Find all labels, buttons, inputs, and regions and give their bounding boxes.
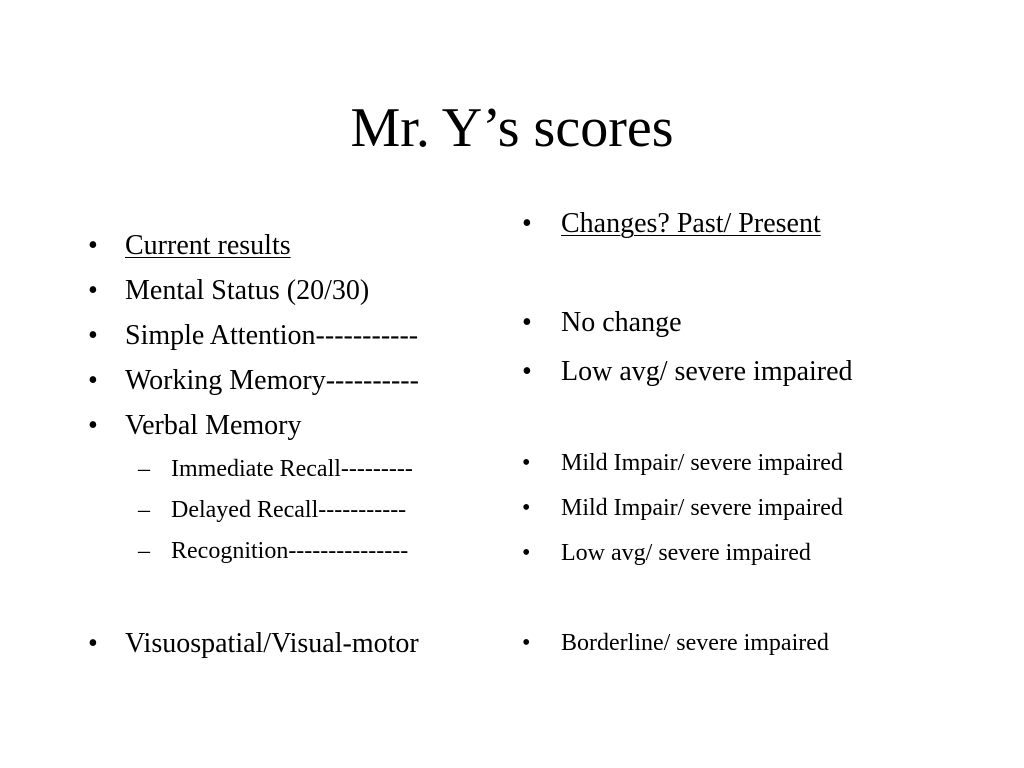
low-avg-label-1: Low avg/ severe impaired <box>561 356 853 387</box>
current-results-heading: Current results <box>125 230 291 261</box>
low-avg-label-2: Low avg/ severe impaired <box>561 540 811 566</box>
delayed-recall-label: Delayed Recall----------- <box>171 497 407 523</box>
verbal-memory-label: Verbal Memory <box>125 410 302 441</box>
mild-impair-label-2: Mild Impair/ severe impaired <box>561 495 843 521</box>
bullet-icon: • <box>88 628 98 659</box>
simple-attention-label: Simple Attention----------- <box>125 320 419 351</box>
bullet-icon: • <box>88 410 98 441</box>
bullet-icon: • <box>88 365 98 396</box>
bullet-icon: • <box>522 540 531 566</box>
working-memory-label: Working Memory---------- <box>125 365 419 396</box>
bullet-icon: • <box>522 450 531 476</box>
dash-icon: – <box>138 538 150 564</box>
borderline-label: Borderline/ severe impaired <box>561 630 829 656</box>
bullet-icon: • <box>88 275 98 306</box>
changes-heading: Changes? Past/ Present <box>561 208 821 239</box>
bullet-icon: • <box>522 307 532 338</box>
bullet-icon: • <box>522 495 531 521</box>
mild-impair-label-1: Mild Impair/ severe impaired <box>561 450 843 476</box>
no-change-label: No change <box>561 307 682 338</box>
bullet-icon: • <box>88 230 98 261</box>
recognition-label: Recognition--------------- <box>171 538 409 564</box>
dash-icon: – <box>138 497 150 523</box>
bullet-icon: • <box>522 356 532 387</box>
bullet-icon: • <box>522 208 532 239</box>
dash-icon: – <box>138 456 150 482</box>
immediate-recall-label: Immediate Recall--------- <box>171 456 413 482</box>
visuospatial-label: Visuospatial/Visual-motor <box>125 628 419 659</box>
bullet-icon: • <box>522 630 531 656</box>
slide-title: Mr. Y’s scores <box>350 97 674 159</box>
bullet-icon: • <box>88 320 98 351</box>
mental-status-label: Mental Status (20/30) <box>125 275 370 306</box>
